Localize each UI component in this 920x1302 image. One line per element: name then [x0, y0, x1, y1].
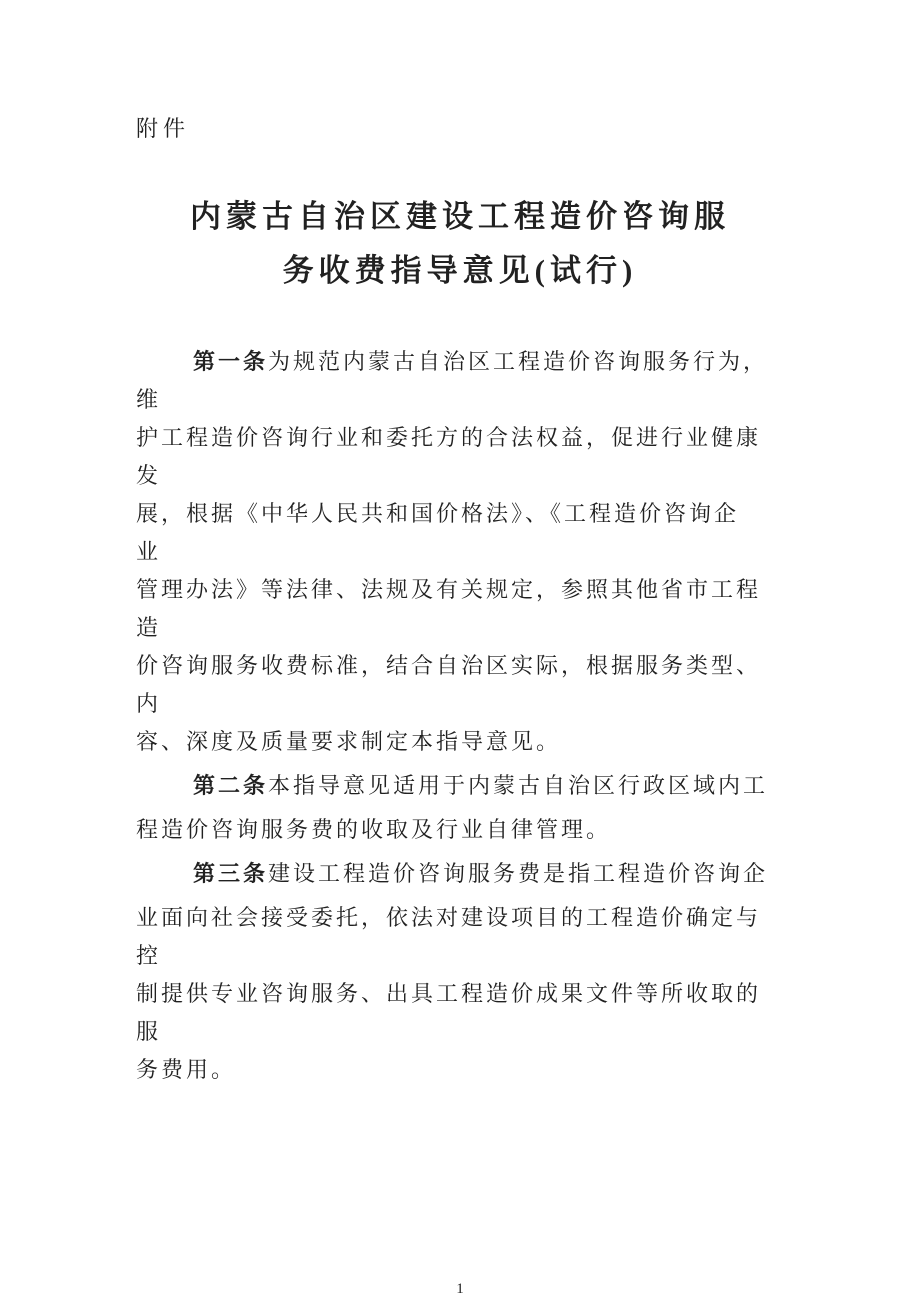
body-line: 展，根据《中华人民共和国价格法》、《工程造价咨询企: [136, 501, 740, 526]
title-line-1: 内蒙古自治区建设工程造价咨询服: [190, 199, 730, 234]
body-line: 维: [136, 387, 162, 412]
body-line: 务费用。: [136, 1057, 237, 1082]
body-line: 程造价咨询服务费的收取及行业自律管理。: [136, 817, 612, 842]
body-line: 内: [136, 691, 162, 716]
body-line: 业面向社会接受委托，依法对建设项目的工程造价确定与: [136, 905, 762, 930]
body-line: 护工程造价咨询行业和委托方的合法权益，促进行业健康: [136, 425, 762, 450]
body-line: 服: [136, 1019, 162, 1044]
article-number: 第一条: [193, 349, 269, 374]
title-line-2: 务收费指导意见(试行): [282, 253, 638, 288]
article-number: 第三条: [193, 861, 269, 886]
body-line: 业: [136, 539, 162, 564]
body-line: 管理办法》等法律、法规及有关规定，参照其他省市工程: [136, 577, 762, 602]
document-body: [136, 340, 806, 1092]
body-line: 容、深度及质量要求制定本指导意见。: [136, 729, 562, 754]
body-line: 控: [136, 943, 162, 968]
body-line: 价咨询服务收费标准，结合自治区实际，根据服务类型、: [136, 653, 762, 678]
body-line: 第三条建设工程造价咨询服务费是指工程造价咨询企: [193, 861, 769, 886]
body-line: 第一条为规范内蒙古自治区工程造价咨询服务行为，: [193, 349, 769, 374]
article-number: 第二条: [193, 773, 269, 798]
attachment-label: 附件: [136, 116, 191, 141]
page-number: 1: [456, 1281, 464, 1297]
document-title: [0, 190, 920, 298]
body-line: 造: [136, 615, 162, 640]
body-line: 制提供专业咨询服务、出具工程造价成果文件等所收取的: [136, 981, 762, 1006]
body-line: 发: [136, 463, 162, 488]
body-line: 第二条本指导意见适用于内蒙古自治区行政区域内工: [193, 773, 769, 798]
